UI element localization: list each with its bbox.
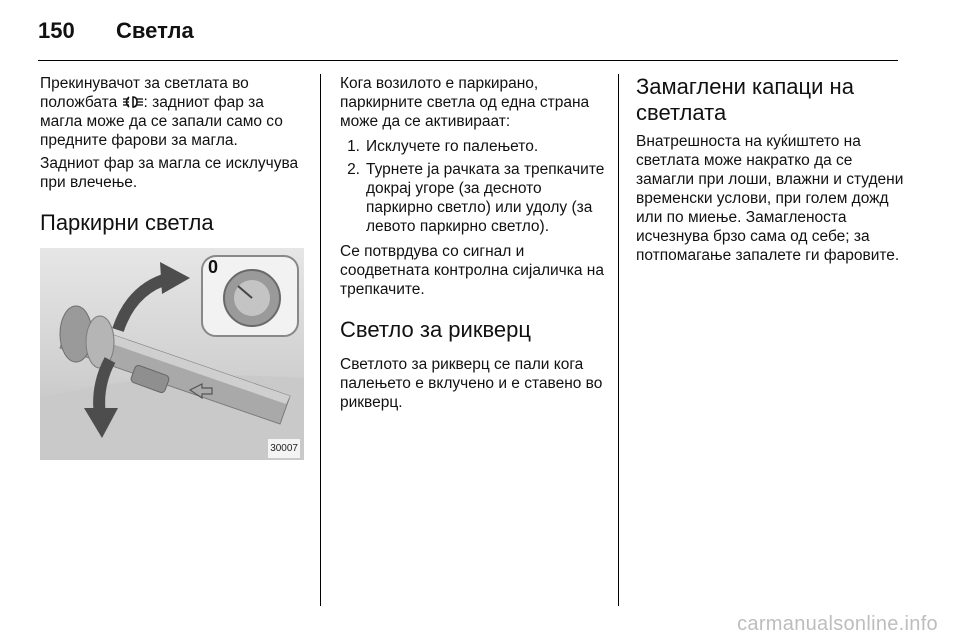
parking-intro-paragraph: Кога возилото е паркирано, паркирните светла од една страна може да се активираат: [340,75,590,130]
watermark: carmanualsonline.info [737,613,938,635]
rear-fog-light-icon [122,96,144,108]
fogged-covers-heading: Замаглени капаци на светлата [636,74,854,125]
turn-signal-lever-illustration [40,248,304,460]
list-item: 2. Турнете ја рачката за трепкачите докрај угоре (за десното паркирно светло) или удолу (за левото паркирно светло). [347,161,605,235]
column-1 [40,74,308,460]
column-divider-1 [320,74,321,606]
column-divider-2 [618,74,619,606]
column-3 [636,74,906,269]
page-header [38,18,194,48]
figure-number: 30007 [268,439,300,458]
page-number: 150 [38,18,75,43]
fog-light-paragraph: Прекинувачот за светлата во положбата : задниот фар за магла може да се запали само со предните фарови за магла. [40,75,283,149]
reversing-light-heading: Светло за рикверц [340,317,531,342]
header-rule [38,60,898,61]
column-2 [340,74,605,416]
parking-lights-heading: Паркирни светла [40,210,214,235]
list-item: 1. Исклучете го палењето. [347,138,539,155]
indicator-label: 0 [208,257,219,277]
chapter-title: Светла [116,18,194,43]
confirmation-paragraph: Се потврдува со сигнал и соодветната контролна сијаличка на трепкачите. [340,243,604,298]
up-arrow-icon [118,262,190,330]
lever-drawing [40,248,304,460]
fogged-covers-paragraph: Внатрешноста на куќиштето на светлата може накратко да се замагли при лоши, влажни и студени временски услови, при голем дожд или по миење. Замагленоста исчезнува брзо сама од себе; за потпомагање запалете ги фаровите. [636,133,904,264]
reversing-light-paragraph: Светлото за рикверц се пали кога палењето е вклучено и е ставено во рикверц. [340,356,603,411]
towing-paragraph: Задниот фар за магла се исклучува при влечење. [40,155,299,191]
steps-list [340,137,605,236]
